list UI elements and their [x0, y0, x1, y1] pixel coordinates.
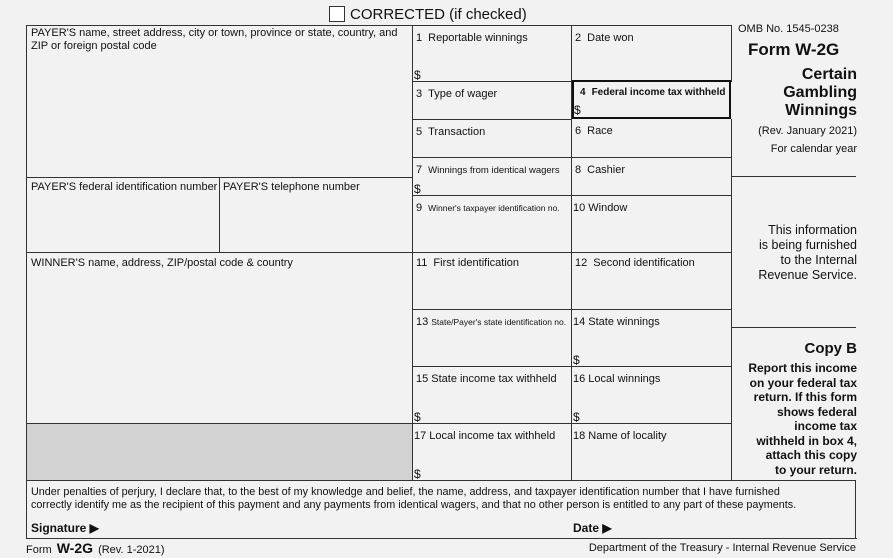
box-14-state-winnings[interactable] — [571, 309, 732, 367]
footer-department: Department of the Treasury - Internal Revenue Service — [588, 542, 856, 554]
box-2-number: 2 — [575, 32, 582, 44]
box-10-label: Window — [588, 202, 628, 214]
report-line-8: to your return. — [774, 462, 857, 477]
box-18-number: 18 — [573, 430, 586, 442]
box-15-dollar: $ — [414, 410, 421, 424]
box-18-locality[interactable] — [571, 423, 732, 481]
box-7-number: 7 — [416, 164, 423, 176]
box-4-dollar: $ — [574, 103, 581, 117]
box-1-label: Reportable winnings — [428, 32, 528, 44]
copy-label: Copy B — [804, 340, 857, 357]
box-7-label: Winnings from identical wagers — [428, 165, 560, 176]
box-6-race[interactable] — [571, 119, 732, 158]
box-11-first-id[interactable] — [412, 252, 572, 310]
date-label: Date ▶ — [573, 521, 612, 535]
perjury-section — [26, 480, 856, 539]
box-5-number: 5 — [416, 126, 423, 138]
signature-label: Signature ▶ — [31, 521, 99, 535]
signature-field[interactable] — [31, 521, 561, 538]
box-17-label: Local income tax withheld — [429, 430, 556, 442]
info-furnished-text — [758, 223, 857, 283]
title-line-3: Winnings — [785, 102, 857, 119]
box-14-number: 14 — [573, 316, 586, 328]
footer-form-name: W-2G — [56, 540, 94, 556]
box-4-federal-tax-withheld[interactable] — [572, 80, 731, 119]
revision-date: (Rev. January 2021) — [758, 125, 857, 137]
box-2-label: Date won — [587, 32, 634, 44]
box-2-date-won[interactable] — [571, 25, 732, 82]
box-16-dollar: $ — [573, 410, 580, 424]
box-7-dollar: $ — [414, 182, 421, 196]
box-11-number: 11 — [416, 257, 428, 269]
report-line-1: Report this income — [748, 361, 857, 375]
side-divider-1 — [731, 176, 856, 177]
report-line-3: return. If this form — [753, 390, 857, 404]
footer-form-word: Form — [26, 544, 52, 556]
box-9-winner-tin[interactable] — [412, 195, 572, 253]
winner-name-label: WINNER'S name, address, ZIP/postal code & country — [31, 257, 293, 269]
box-1-number: 1 — [416, 32, 423, 44]
box-11-label: First identification — [433, 257, 520, 269]
box-14-label: State winnings — [588, 316, 660, 328]
report-line-5: income tax — [794, 419, 857, 433]
form-bottom-border — [26, 538, 857, 539]
shaded-area — [26, 423, 413, 480]
box-5-transaction[interactable] — [412, 119, 572, 158]
box-14-dollar: $ — [573, 353, 580, 367]
box-1-reportable-winnings[interactable] — [412, 25, 572, 82]
box-15-state-tax-withheld[interactable] — [412, 366, 572, 424]
payer-name-box[interactable] — [26, 25, 413, 177]
omb-number: OMB No. 1545-0238 — [738, 23, 839, 35]
winner-name-box[interactable] — [26, 252, 413, 424]
box-6-label: Race — [587, 125, 613, 137]
footer-form-id — [26, 540, 165, 556]
payer-name-label: PAYER'S name, street address, city or town, province or state, country, and ZIP or foreign postal code — [31, 27, 398, 52]
footer-rev: (Rev. 1-2021) — [98, 544, 165, 556]
form-title: Form W-2G — [748, 40, 840, 59]
box-16-label: Local winnings — [588, 373, 661, 385]
info-line-4: Revenue Service. — [758, 268, 857, 282]
box-17-local-tax-withheld[interactable] — [412, 423, 572, 481]
payer-phone-box[interactable] — [219, 177, 413, 253]
calendar-year-label: For calendar year — [770, 143, 857, 155]
box-17-dollar: $ — [414, 467, 421, 481]
box-16-local-winnings[interactable] — [571, 366, 732, 424]
payer-fid-box[interactable] — [26, 177, 220, 253]
report-line-7: attach this copy — [765, 448, 857, 462]
side-divider-2 — [731, 327, 856, 328]
box-4-number: 4 — [580, 87, 586, 98]
form-subtitle — [783, 66, 857, 120]
box-5-label: Transaction — [428, 126, 486, 138]
box-17-number: 17 — [414, 430, 427, 442]
box-7-identical-wagers[interactable] — [412, 157, 572, 196]
box-16-number: 16 — [573, 373, 586, 385]
box-8-label: Cashier — [587, 164, 626, 176]
box-13-state-id[interactable] — [412, 309, 572, 367]
box-12-label: Second identification — [593, 257, 695, 269]
box-12-second-id[interactable] — [571, 252, 732, 310]
box-10-window[interactable] — [571, 195, 732, 253]
box-6-number: 6 — [575, 125, 582, 137]
box-13-label: State/Payer's state identification no. — [431, 317, 567, 327]
report-line-2: on your federal tax — [749, 375, 857, 390]
report-line-6: withheld in box 4, — [756, 433, 857, 448]
payer-fid-label: PAYER'S federal identification number — [31, 181, 218, 193]
corrected-label: CORRECTED (if checked) — [350, 6, 527, 23]
box-3-type-of-wager[interactable] — [412, 81, 572, 120]
box-13-number: 13 — [416, 316, 429, 328]
box-15-number: 15 — [416, 373, 429, 385]
box-4-label: Federal income tax withheld — [591, 87, 726, 98]
date-field[interactable] — [573, 521, 851, 538]
report-line-4: shows federal — [776, 404, 857, 419]
box-3-number: 3 — [416, 88, 423, 100]
corrected-checkbox[interactable] — [329, 6, 345, 22]
perjury-text — [31, 486, 796, 512]
box-1-dollar: $ — [414, 68, 421, 82]
report-instructions — [748, 361, 857, 477]
box-18-label: Name of locality — [588, 430, 667, 442]
info-line-2: is being furnished — [759, 238, 857, 252]
box-9-label: Winner's taxpayer identification no. — [428, 203, 560, 213]
box-10-number: 10 — [573, 202, 586, 214]
title-line-1: Certain — [801, 66, 857, 83]
info-line-1: This information — [768, 223, 857, 237]
box-15-label: State income tax withheld — [431, 373, 557, 385]
box-9-number: 9 — [416, 202, 423, 214]
box-3-label: Type of wager — [428, 88, 498, 100]
perjury-line-2: correctly identify me as the recipient of this payment and any payments from identical wagers, and that no other person is entitled to any part of these payments. — [31, 499, 797, 511]
box-8-number: 8 — [575, 164, 582, 176]
box-8-cashier[interactable] — [571, 157, 732, 196]
payer-phone-label: PAYER'S telephone number — [223, 181, 360, 193]
info-line-3: to the Internal — [780, 253, 857, 267]
box-12-number: 12 — [575, 257, 588, 269]
title-line-2: Gambling — [783, 84, 857, 101]
perjury-line-1: Under penalties of perjury, I declare that, to the best of my knowledge and belief, the name, address, and taxpayer identification number that I have furnished — [31, 486, 780, 498]
